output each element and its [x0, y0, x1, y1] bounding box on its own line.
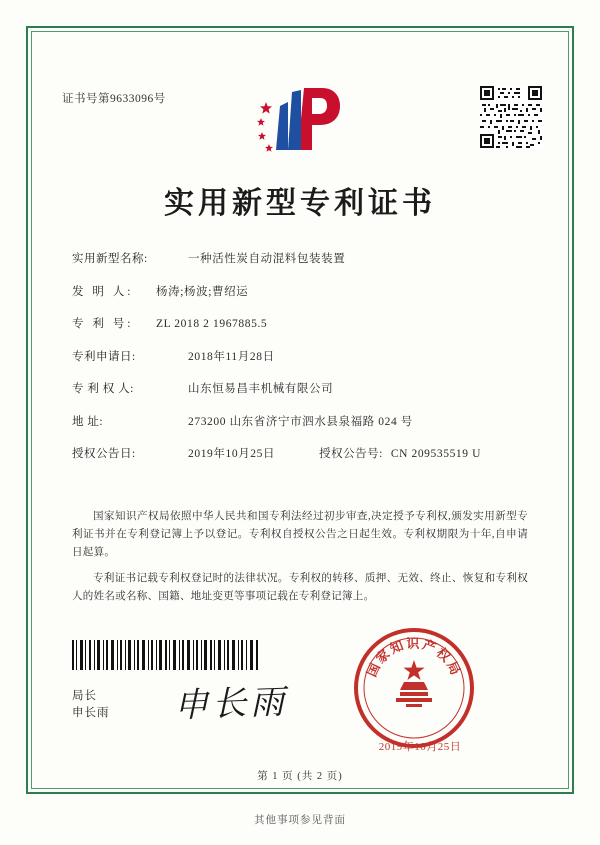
field-value: 2018年11月28日	[188, 350, 275, 363]
field-label-grant-date: 授权公告日:	[72, 448, 136, 460]
certificate-number: 证书号第9633096号	[62, 93, 166, 105]
field-value: 273200 山东省济宁市泗水县泉福路 024 号	[188, 415, 413, 428]
field-label: 专 利 权 人:	[72, 383, 134, 395]
legal-paragraph-1: 国家知识产权局依照中华人民共和国专利法经过初步审查,决定授予专利权,颁发实用新型专利证书并在专利登记簿上予以登记。专利权自授权公告之日起生效。专利权期限为十年,自申请日起算。	[72, 511, 528, 558]
field-row-inventors	[72, 283, 532, 299]
field-value: 杨涛;杨波;曹绍运	[156, 285, 249, 298]
director-name: 申长雨	[72, 707, 110, 719]
field-value: 一种活性炭自动混料包装装置	[188, 253, 346, 265]
field-value-announcement-number: CN 209535519 U	[390, 448, 481, 460]
field-row-patent-number	[72, 315, 532, 331]
seal-date: 2019年10月25日	[378, 741, 462, 753]
corner-ornament-top-right	[558, 26, 574, 42]
director-label: 局长	[72, 690, 97, 702]
legal-body-text	[72, 508, 528, 614]
cnipa-logo-icon	[252, 80, 352, 160]
field-row-patentee	[72, 380, 532, 396]
field-label-announcement-number: 授权公告号:	[319, 448, 383, 460]
official-seal-icon	[352, 626, 476, 750]
director-signature: 申长雨	[173, 682, 289, 726]
page-number: 第 1 页 (共 2 页)	[257, 771, 343, 782]
field-label: 专 利 号:	[72, 318, 134, 330]
svg-text:国家知识产权局: 国家知识产权局	[364, 636, 464, 680]
field-label: 发 明 人:	[72, 285, 134, 298]
field-label: 实用新型名称:	[72, 253, 148, 265]
field-label: 地 址:	[72, 415, 104, 428]
field-value: 山东恒易昌丰机械有限公司	[188, 383, 334, 395]
footnote-text: 其他事项参见背面	[254, 815, 346, 826]
page-title: 实用新型专利证书	[164, 186, 436, 221]
corner-ornament-top-left	[26, 26, 42, 42]
field-row-grant-announcement	[72, 445, 532, 461]
field-list	[72, 250, 532, 478]
field-label: 专利申请日:	[72, 350, 136, 363]
director-block	[72, 688, 110, 722]
qr-code-icon	[480, 86, 542, 148]
field-row-address	[72, 413, 532, 429]
legal-paragraph-2: 专利证书记载专利权登记时的法律状况。专利权的转移、质押、无效、终止、恢复和专利权人的姓名或名称、国籍、地址变更等事项记载在专利登记簿上。	[72, 573, 528, 602]
barcode-icon	[72, 640, 260, 670]
field-value-grant-date: 2019年10月25日	[188, 448, 276, 460]
field-row-application-date	[72, 348, 532, 364]
field-row-invention-name	[72, 250, 532, 266]
field-value: ZL 2018 2 1967885.5	[156, 318, 268, 330]
